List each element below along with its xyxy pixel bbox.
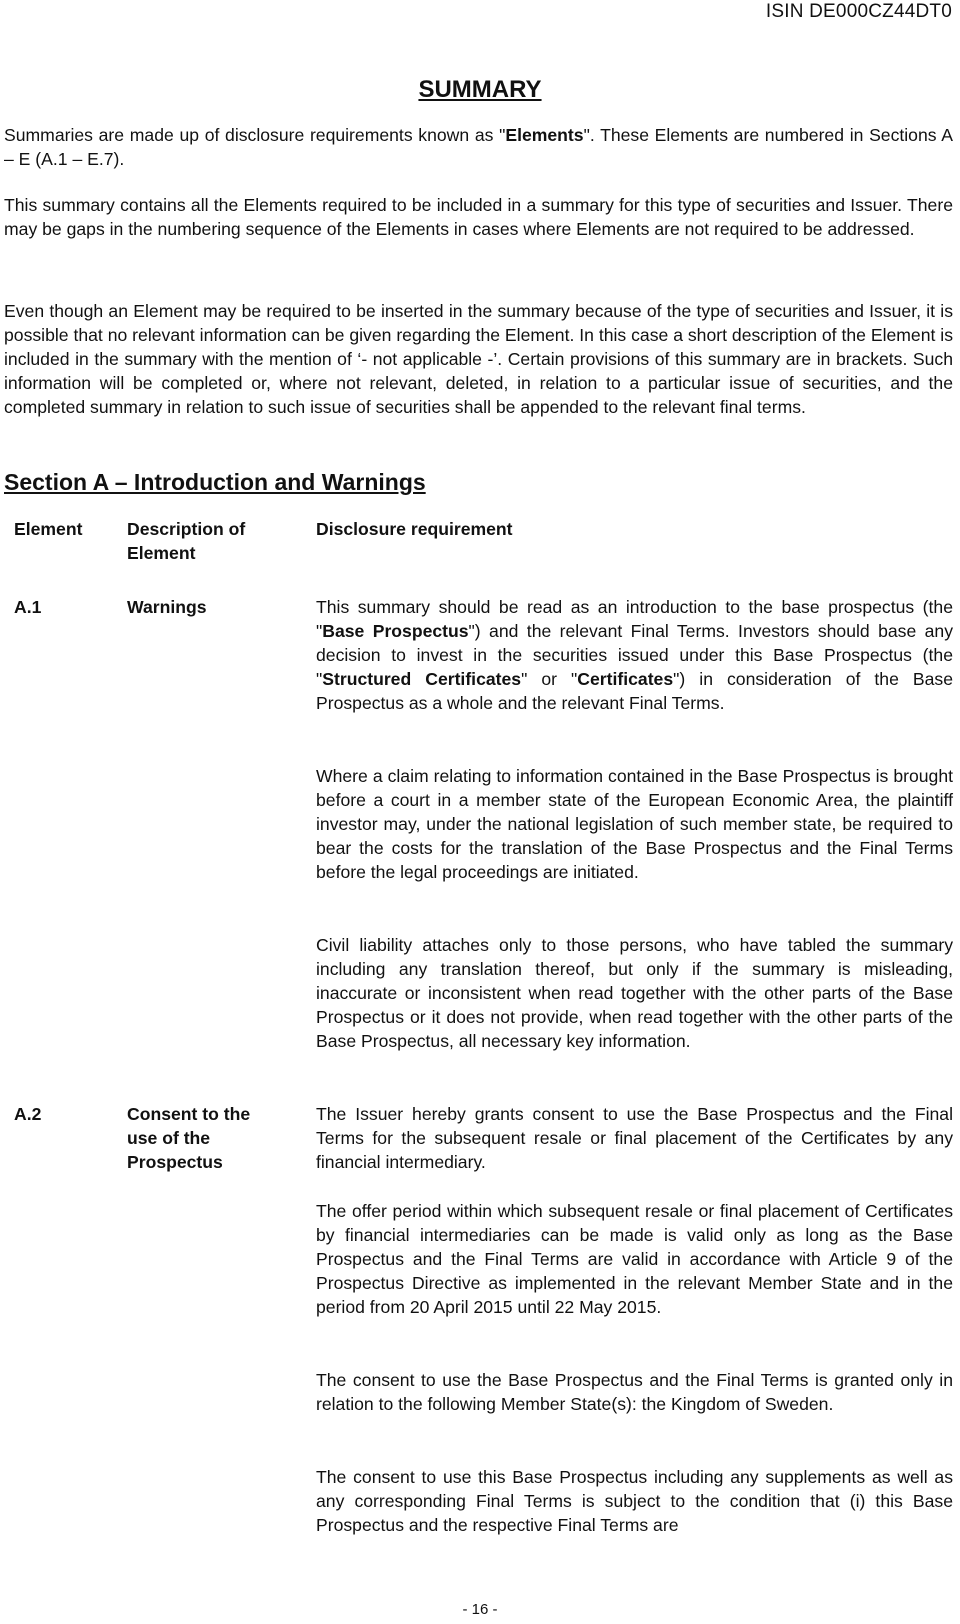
a1-paragraph-3: Civil liability attaches only to those persons, who have tabled the summary including any translation thereof, but only if the summary is misleading, inaccurate or inconsistent when read together with the other parts of the Base Prospectus or it does not provide, when read together with the other parts of the Base Prospectus, all necessary key information.	[316, 935, 953, 1051]
element-description-a1: Warnings	[127, 597, 207, 617]
element-description-a2: Consent to the use of the Prospectus	[127, 1104, 251, 1172]
a2-paragraph-2: The offer period within which subsequent resale or final placement of Certificates by financial intermediaries can be made is valid only as long as the Base Prospectus and the Final Terms are valid in accordance with Article 9 of the Prospectus Directive as implemented in the relevant Member State and in the period from 20 April 2015 until 22 May 2015.	[316, 1201, 953, 1317]
isin-header: ISIN DE000CZ44DT0	[765, 1, 952, 22]
element-code-a2: A.2	[14, 1104, 42, 1124]
intro-paragraph-1: Summaries are made up of disclosure requirements known as "Elements". These Elements are numbered in Sections A – E (A.1 – E.7).	[4, 125, 953, 169]
a2-paragraph-3: The consent to use the Base Prospectus and the Final Terms is granted only in relation to the following Member State(s): the Kingdom of Sweden.	[316, 1370, 953, 1414]
column-header-element: Element	[14, 519, 83, 539]
a2-paragraph-4: The consent to use this Base Prospectus including any supplements as well as any corresponding Final Terms is subject to the condition that (i) this Base Prospectus and the respective Final Terms are	[316, 1467, 953, 1535]
summary-title: SUMMARY	[418, 76, 542, 103]
a2-paragraph-1: The Issuer hereby grants consent to use the Base Prospectus and the Final Terms for the subsequent resale or final placement of the Certificates by any financial intermediary.	[316, 1104, 953, 1172]
intro-paragraph-2: This summary contains all the Elements required to be included in a summary for this type of securities and Issuer. There may be gaps in the numbering sequence of the Elements in cases where Elements are not required to be addressed.	[4, 195, 953, 239]
intro-paragraph-3: Even though an Element may be required to be inserted in the summary because of the type of securities and Issuer, it is possible that no relevant information can be given regarding the Element. In this case a short description of the Element is included in the summary with the mention of ‘- not applicable -’. Certain provisions of this summary are in brackets. Such information will be completed or, where not relevant, deleted, in relation to a particular issue of securities, and the completed summary in relation to such issue of securities shall be appended to the relevant final terms.	[4, 301, 953, 417]
element-code-a1: A.1	[14, 597, 42, 617]
a1-paragraph-2: Where a claim relating to information contained in the Base Prospectus is brought before a court in a member state of the European Economic Area, the plaintiff investor may, under the national legislation of such member state, be required to bear the costs for the translation of the Base Prospectus and the Final Terms before the legal proceedings are initiated.	[316, 766, 953, 882]
column-header-requirement: Disclosure requirement	[316, 519, 513, 539]
section-a-heading: Section A – Introduction and Warnings	[4, 469, 426, 495]
column-header-description: Description of Element	[127, 519, 246, 563]
a1-paragraph-1: This summary should be read as an introduction to the base prospectus (the "Base Prospectus") and the relevant Final Terms. Investors should base any decision to invest in the securities issued under this Base Prospectus (the "Structured Certificates" or "Certificates") in consideration of the Base Prospectus as a whole and the relevant Final Terms.	[316, 597, 954, 713]
page-number: - 16 -	[462, 1601, 498, 1618]
